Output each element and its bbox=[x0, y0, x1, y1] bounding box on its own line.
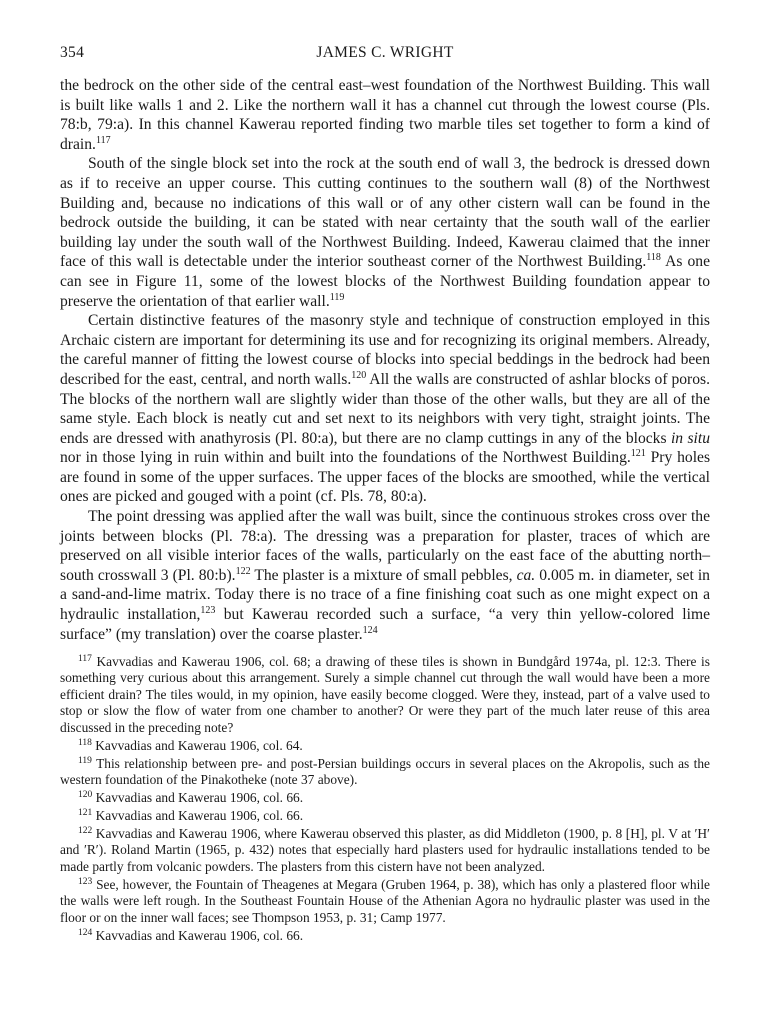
text-segment: As one can see in Figure 11, some of the lowest blocks of the Northwest Building foundation appear to preserve the orientation of that earlier wall. bbox=[60, 253, 710, 310]
footnote-text: Kavvadias and Kawerau 1906, col. 66. bbox=[95, 927, 304, 943]
paragraph bbox=[60, 76, 710, 154]
paragraph bbox=[60, 311, 710, 507]
italic-text: ca. bbox=[516, 566, 536, 584]
text-segment: the bedrock on the other side of the central east–west foundation of the Northwest Building. This wall is built like walls 1 and 2. Like the northern wall it has a channel cut through the lowest course (Pls. 78:b, 79:a). In this channel Kawerau reported finding two marble tiles set together to form a kind of drain. bbox=[60, 77, 710, 153]
footnote bbox=[60, 790, 710, 806]
footnote-text: Kavvadias and Kawerau 1906, col. 64. bbox=[95, 737, 303, 753]
footnote bbox=[60, 756, 710, 789]
text-segment: 0.005 m. in diameter, set in a sand-and-lime matrix. Today there is no trace of a fine finishing coat such as one might expect on a hydraulic installation, bbox=[60, 566, 710, 624]
footnote bbox=[60, 738, 710, 754]
footnote-number: 121 bbox=[78, 808, 93, 819]
footnotes bbox=[60, 654, 710, 946]
footnote bbox=[60, 826, 710, 875]
footnote-ref: 124 bbox=[362, 624, 378, 636]
footnote-number: 118 bbox=[78, 737, 92, 748]
text-segment: All the walls are constructed of ashlar blocks of poros. The blocks of the northern wall are slightly wider than those of the other walls, but they are all of the same style. Each block is neatly cut and set next to its neighbors with very tight, straight joints. The ends are dressed with anathyrosis (Pl. 80:a), but there are no clamp cuttings in any of the blocks bbox=[60, 370, 710, 447]
footnote-text: This relationship between pre- and post-Persian buildings occurs in several places on the Akropolis, such as the western foundation of the Pinakotheke (note 37 above). bbox=[60, 755, 710, 788]
footnote bbox=[60, 877, 710, 926]
body-text bbox=[60, 76, 710, 644]
page-header bbox=[60, 44, 710, 66]
footnote-ref: 118 bbox=[646, 252, 661, 264]
footnote-ref: 122 bbox=[235, 565, 251, 577]
text-segment: Certain distinctive features of the masonry style and technique of construction employed in this Archaic cistern are important for determining its use and for recognizing its original members. Already, the careful manner of fitting the lowest course of blocks into special beddings in the bedrock had been described for the east, central, and north walls. bbox=[60, 312, 710, 388]
footnote-ref: 123 bbox=[200, 605, 216, 617]
text-segment: South of the single block set into the rock at the south end of wall 3, the bedrock is dressed down as if to receive an upper course. This cutting continues to the southern wall (8) of the Northwest Building and, because no indications of this wall or of any other cistern wall can be found in the bedrock outside the building, it can be stated with near certainty that the south wall of the earlier building lay under the south wall of the Northwest Building. Indeed, Kawerau claimed that the inner face of this wall is detectable under the interior southeast corner of the Northwest Building. bbox=[60, 155, 710, 271]
footnote bbox=[60, 654, 710, 736]
footnote-number: 122 bbox=[78, 826, 93, 837]
paragraph bbox=[60, 507, 710, 644]
footnote-number: 124 bbox=[78, 927, 93, 938]
text-segment: The point dressing was applied after the wall was built, since the continuous strokes cross over the joints between blocks (Pl. 78:a). The dressing was a preparation for plaster, traces of which are preserved on all visible interior faces of the walls, particularly on the east face of the abutting north–south crosswall 3 (Pl. 80:b). bbox=[60, 508, 710, 584]
text-segment: Pry holes are found in some of the upper surfaces. The upper faces of the blocks are smoothed, while the vertical ones are picked and gouged with a point (cf. Pls. 78, 80:a). bbox=[60, 449, 711, 506]
italic-text: in situ bbox=[670, 429, 710, 447]
footnote-text: Kavvadias and Kawerau 1906, where Kawerau observed this plaster, as did Middleton (1900, p. 8 [H], pl. V at ′H′ and ′R′). Roland Martin (1965, p. 432) notes that especially hard plasters used for hydraulic installations tended to be made partly from volcanic powders. The plasters from this cistern have not been analyzed. bbox=[60, 826, 710, 874]
footnote-text: Kavvadias and Kawerau 1906, col. 66. bbox=[95, 790, 304, 806]
footnote-number: 119 bbox=[78, 755, 92, 766]
footnote-ref: 117 bbox=[95, 134, 111, 146]
text-segment: nor in those lying in ruin within and built into the foundations of the Northwest Building. bbox=[60, 449, 631, 467]
footnote-ref: 119 bbox=[329, 291, 345, 303]
footnote-number: 117 bbox=[78, 654, 92, 664]
text-segment: but Kawerau recorded such a surface, “a very thin yellow-colored lime surface” (my translation) over the coarse plaster. bbox=[60, 606, 710, 643]
footnote-text: See, however, the Fountain of Theagenes at Megara (Gruben 1964, p. 38), which has only a plastered floor while the walls were left rough. In the Southeast Fountain House of the Athenian Agora no hydraulic plaster was used in the floor or on the inner wall faces; see Thompson 1953, p. 31; Camp 1977. bbox=[60, 876, 710, 925]
page-number: 354 bbox=[60, 44, 85, 61]
footnote-text: Kavvadias and Kawerau 1906, col. 68; a drawing of these tiles is shown in Bundgård 1974a, pl. 12:3. There is something very curious about this arrangement. Surely a simple channel cut through the wall would have been a more efficient drain? The tiles would, in my opinion, have easily become clogged. Were they, instead, part of a valve used to stop or slow the flow of water from one chamber to another? Or were they part of the much later reuse of this area discussed in the preceding note? bbox=[60, 654, 710, 735]
footnote-number: 123 bbox=[78, 876, 93, 887]
footnote bbox=[60, 928, 710, 944]
footnote-ref: 120 bbox=[351, 369, 367, 381]
footnote-text: Kavvadias and Kawerau 1906, col. 66. bbox=[95, 808, 304, 824]
footnote-ref: 121 bbox=[630, 448, 646, 460]
footnote-number: 120 bbox=[78, 790, 93, 801]
footnote bbox=[60, 808, 710, 824]
text-segment: The plaster is a mixture of small pebbles, bbox=[250, 566, 517, 584]
paragraph bbox=[60, 154, 710, 311]
running-head: JAMES C. WRIGHT bbox=[316, 44, 454, 61]
